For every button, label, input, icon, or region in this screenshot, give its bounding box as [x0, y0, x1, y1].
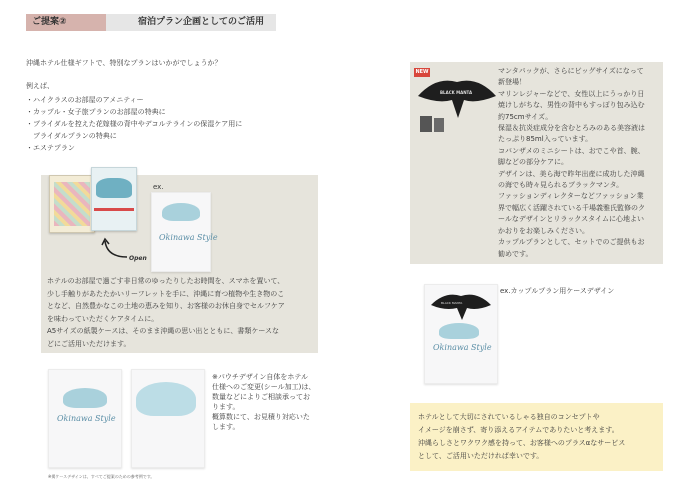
desc-line: 界で幅広く活躍されている千場義雅氏監修のク	[498, 203, 645, 212]
new-badge: NEW	[415, 69, 429, 75]
pouch-card-back	[131, 369, 205, 468]
list-item: ・ブライダルを控えた花嫁様の背中やデコルテラインの保湿ケア用に	[26, 120, 243, 128]
manta-icon	[162, 203, 200, 221]
booklet-stripe	[94, 208, 134, 211]
closing-line: として、ご活用いただければ幸いです。	[418, 452, 544, 460]
desc-line: 脚などの部分ケアに。	[498, 158, 568, 167]
desc-line: 新登場！	[498, 78, 526, 87]
pack-label: BLACK MANTA	[440, 90, 473, 95]
desc-line: A5サイズの紙製ケースは、そのまま沖縄の思い出とともに、書類ケースな	[47, 327, 279, 335]
pouch-note	[212, 372, 322, 432]
pouch-logo-text: Okinawa Style	[57, 414, 116, 423]
desc-line: マリンレジャーなどで、女性以上にうっかり日	[498, 89, 645, 98]
list-item: ・エステプラン	[26, 144, 75, 152]
desc-line: 勧めです。	[498, 249, 533, 258]
manta-icon	[63, 388, 107, 408]
desc-line: カップルプランとして、セットでのご提供もお	[498, 238, 645, 247]
note-line: 概算数にて、お見積り対応いた	[212, 413, 310, 421]
desc-line: 保湿＆抗炎症成分を含むとろみのある美容液は	[498, 124, 645, 133]
leaflet-description	[47, 275, 317, 350]
desc-line: 約75cmサイズ。	[498, 112, 553, 121]
desc-line: かおりをお楽しみください。	[498, 226, 589, 235]
couple-case-image	[424, 284, 498, 384]
desc-line: ファッションディレクターなどファッション業	[498, 192, 644, 201]
note-line: します。	[212, 423, 240, 431]
couple-label: ex.カップルプラン用ケースデザイン	[500, 287, 615, 295]
desc-line: 少し手触りがあたたかいリーフレットを手に、沖縄に育つ植物や生き物のこ	[47, 289, 285, 298]
list-item: ブライダルプランの特典に	[26, 132, 117, 140]
manta-description	[498, 66, 663, 260]
desc-line: どにご活用いただけます。	[47, 339, 131, 348]
case-logo-text: Okinawa Style	[433, 343, 492, 352]
product-thumb	[420, 116, 432, 132]
booklet-inner-page	[49, 175, 95, 233]
booklet-illustration	[54, 182, 90, 226]
manta-icon	[136, 382, 196, 416]
section-tag: ご提案②	[26, 14, 112, 31]
examples-list	[26, 94, 326, 154]
note-line: ります。	[212, 403, 240, 411]
desc-line: デザインは、美ら海で昨年出産に成功した沖縄	[498, 169, 645, 178]
black-manta-icon	[416, 74, 498, 120]
manta-pack-image	[414, 68, 496, 134]
booklet-closed-image	[151, 192, 218, 272]
intro-text: 沖縄ホテル仕様ギフトで、特別なプランはいかがでしょうか？	[26, 59, 222, 67]
manta-panel	[410, 62, 663, 264]
list-item: ・カップル・女子旅プランのお部屋の特典に	[26, 108, 166, 116]
open-booklet-image	[49, 167, 139, 233]
note-line: 数量などによりご相談承ってお	[212, 393, 310, 401]
case-top-label: BLACK MANTA	[441, 301, 463, 305]
desc-line: を味わっていただくケアタイムに。	[47, 314, 159, 323]
closing-line: 沖縄らしさとワクワク感を持って、お客様へのプラスαなサービス	[418, 439, 626, 447]
list-item: ・ハイクラスのお部屋のアメニティー	[26, 96, 144, 104]
examples-lead: 例えば、	[26, 82, 54, 90]
section-title: 宿泊プラン企画としてのご活用	[106, 14, 276, 31]
product-thumb	[434, 118, 444, 132]
desc-line: コバンザメのミニシートは、おでこや首、腕、	[498, 146, 645, 155]
note-line: 仕様へのご変更(シール加工)は、	[212, 383, 316, 391]
desc-line: となど、自然豊かなこの土地の恵みを知り、お客様のお休自身でセルフケア	[47, 302, 285, 310]
booklet-cover	[91, 167, 137, 231]
closing-text	[418, 411, 663, 463]
desc-line: たっぷり85ml入っています。	[498, 135, 593, 144]
desc-line: ールなデザインとリラックスタイムに心地よい	[498, 215, 645, 224]
closing-panel	[410, 403, 663, 471]
booklet-logo-text: Okinawa Style	[159, 233, 218, 242]
closing-line: イメージを崩さず、寄り添えるアイテムでありたいと考えます。	[418, 426, 619, 434]
ex-label: ex.	[153, 183, 164, 191]
closing-line: ホテルとして大切にされているしゃる独自のコンセプトや	[418, 413, 600, 421]
desc-line: ホテルのお部屋で過ごす非日常のゆったりしたお時間を、スマホを置いて、	[47, 277, 285, 285]
desc-line: マンタパックが、さらにビッグサイズになって	[498, 67, 644, 75]
footnote: ※掲ケースデザインは、すべてご提案のための参考例です。	[48, 474, 155, 479]
desc-line: の海でも時々見られるブラックマンタ。	[498, 181, 624, 190]
note-line: ※パウチデザイン自体をホテル	[212, 373, 309, 381]
pouch-card-front	[48, 369, 122, 468]
manta-icon	[439, 323, 479, 339]
black-manta-icon	[429, 291, 493, 321]
desc-line: 焼けしがちな、男性の背中もすっぽり包み込む	[498, 101, 645, 110]
leaflet-panel	[41, 175, 318, 353]
manta-icon	[96, 178, 132, 198]
curved-arrow-icon	[101, 237, 131, 259]
open-label: Open	[129, 255, 147, 262]
